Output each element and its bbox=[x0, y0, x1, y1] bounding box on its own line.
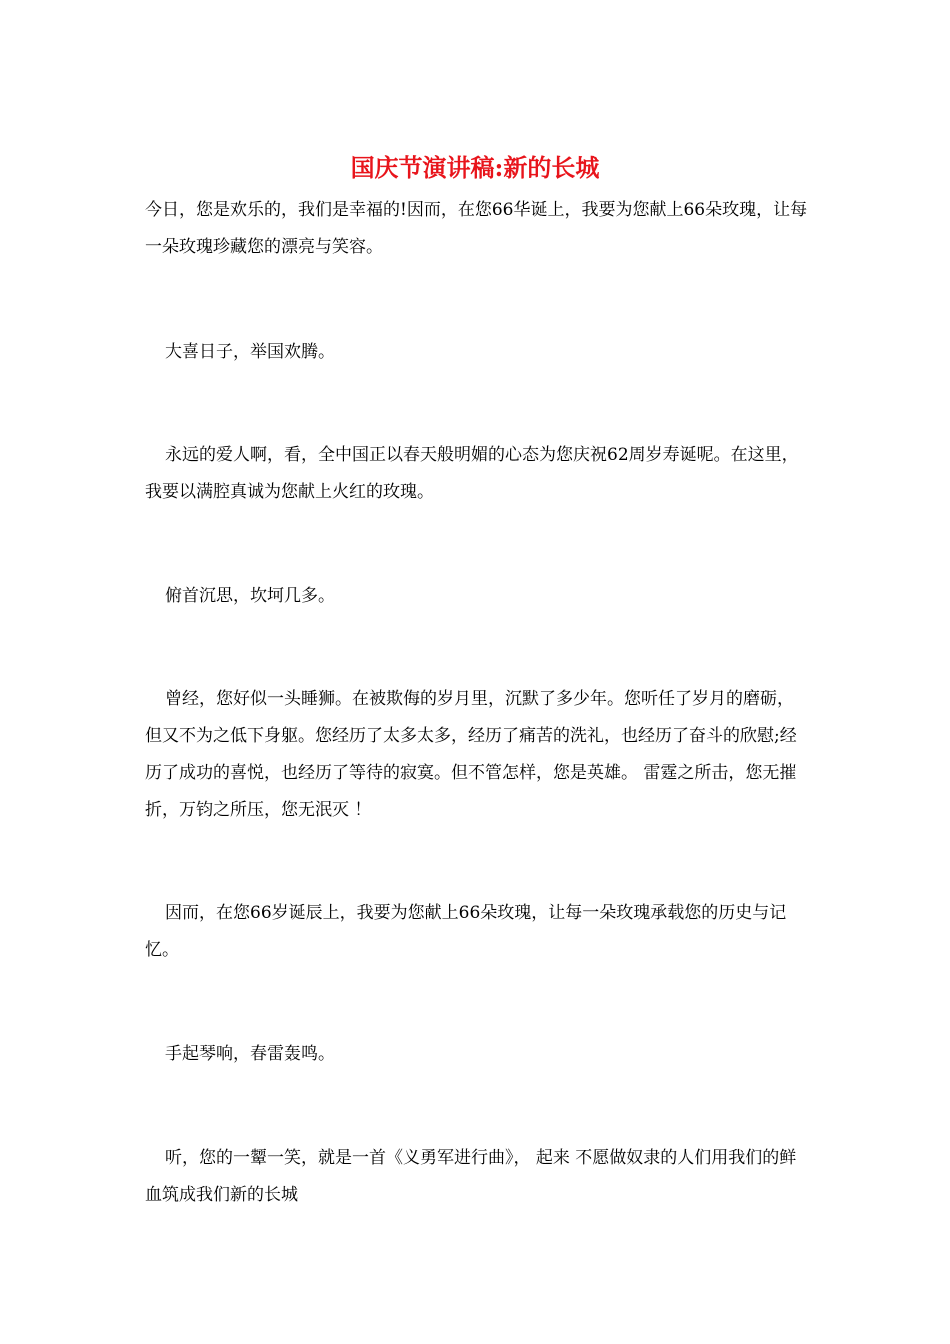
paragraph-8: 听，您的一颦一笑，就是一首《义勇军进行曲》， 起来 不愿做奴隶的人们用我们的鲜血筑成我们新的长城 bbox=[145, 1148, 797, 1205]
paragraph-4: 俯首沉思，坎坷几多。 bbox=[165, 586, 335, 606]
paragraph-1: 今日，您是欢乐的，我们是幸福的!因而，在您66华诞上，我要为您献上66朵玫瑰，让每一朵玫瑰珍藏您的漂亮与笑容。 bbox=[145, 200, 808, 257]
paragraph-2: 大喜日子，举国欢腾。 bbox=[165, 342, 335, 362]
paragraph-3: 永远的爱人啊，看，全中国正以春天般明媚的心态为您庆祝62周岁寿诞呢。在这里，我要以满腔真诚为您献上火红的玫瑰。 bbox=[145, 445, 799, 502]
document-title: 国庆节演讲稿:新的长城 bbox=[350, 153, 600, 182]
paragraph-5: 曾经，您好似一头睡狮。在被欺侮的岁月里，沉默了多少年。您听任了岁月的磨砺，但又不为之低下身躯。您经历了太多太多，经历了痛苦的洗礼，也经历了奋斗的欣慰;经历了成功的喜悦，也经历了等待的寂寞。但不管怎样，您是英雄。 雷霆之所击，您无摧折，万钧之所压，您无泯灭 ！ bbox=[145, 689, 797, 820]
paragraph-6: 因而，在您66岁诞辰上，我要为您献上66朵玫瑰，让每一朵玫瑰承载您的历史与记忆。 bbox=[145, 903, 787, 960]
paragraph-7: 手起琴响，春雷轰鸣。 bbox=[165, 1044, 335, 1064]
